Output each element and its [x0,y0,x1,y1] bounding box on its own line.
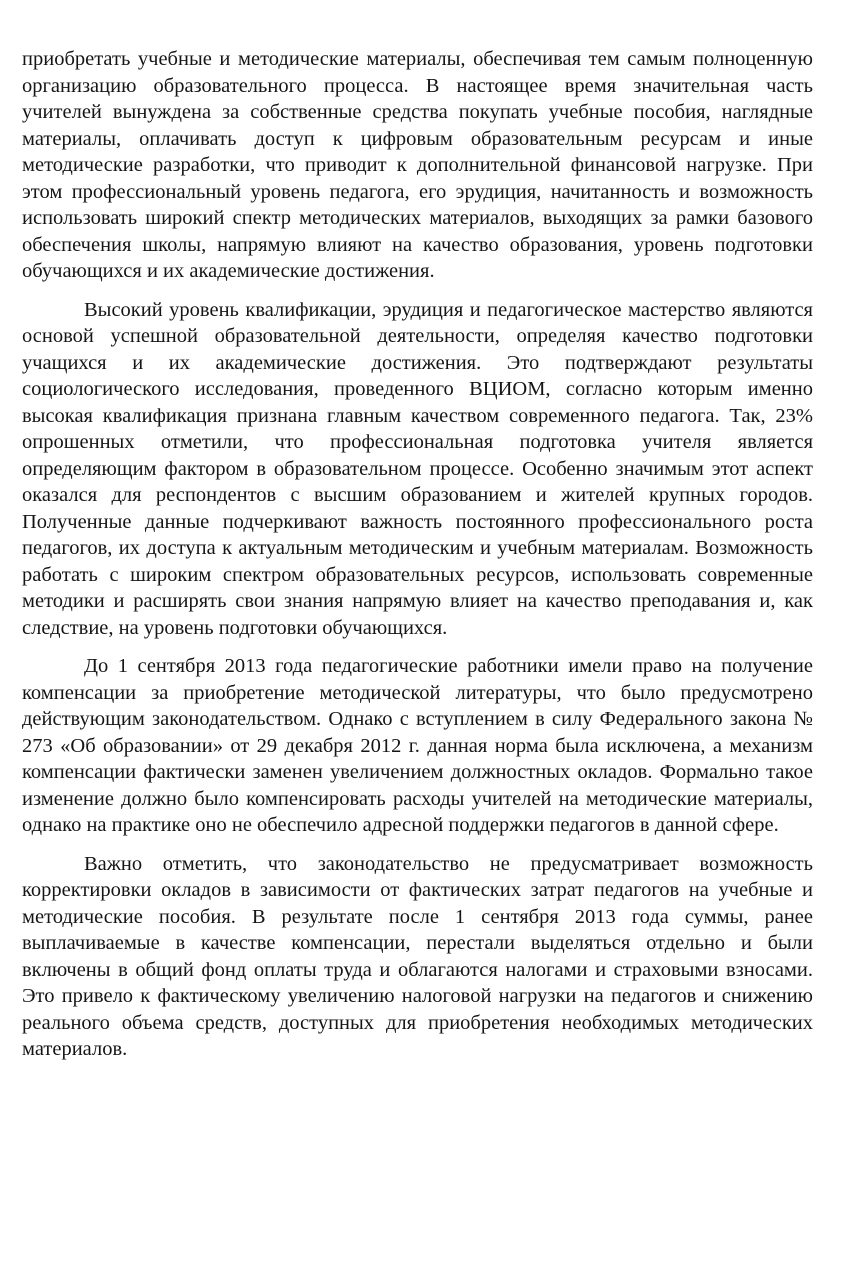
paragraph-continuation: приобретать учебные и методические материалы, обеспечивая тем самым полноценную организацию образовательного процесса. В настоящее время значительная часть учителей вынуждена за собственные средства покупать учебные пособия, наглядные материалы, оплачивать доступ к цифровым образовательным ресурсам и иные методические разработки, что приводит к дополнительной финансовой нагрузке. При этом профессиональный уровень педагога, его эрудиция, начитанность и возможность использовать широкий спектр методических материалов, выходящих за рамки базового обеспечения школы, напрямую влияют на качество образования, уровень подготовки обучающихся и их академические достижения. [22,48,813,282]
paragraph-qualification: Высокий уровень квалификации, эрудиция и педагогическое мастерство являются основой успешной образовательной деятельности, определяя качество подготовки учащихся и их академические достижения. Это подтверждают результаты социологического исследования, проведенного ВЦИОМ, согласно которым именно высокая квалификация признана главным качеством современного педагога. Так, 23% опрошенных отметили, что профессиональная подготовка учителя является определяющим фактором в образовательном процессе. Особенно значимым этот аспект оказался для респондентов с высшим образованием и жителей крупных городов. Полученные данные подчеркивают важность постоянного профессионального роста педагогов, их доступа к актуальным методическим и учебным материалам. Возможность работать с широким спектром образовательных ресурсов, использовать современные методики и расширять свои знания напрямую влияет на качество преподавания и, как следствие, на уровень подготовки обучающихся. [22,298,813,639]
document-page [22,46,813,1063]
paragraph-tax-burden: Важно отметить, что законодательство не предусматривает возможность корректировки окладов в зависимости от фактических затрат педагогов на учебные и методические пособия. В результате после 1 сентября 2013 года суммы, ранее выплачиваемые в качестве компенсации, перестали выделяться отдельно и были включены в общий фонд оплаты труда и облагаются налогами и страховыми взносами. Это привело к фактическому увеличению налоговой нагрузки на педагогов и снижению реального объема средств, доступных для приобретения необходимых методических материалов. [22,852,813,1060]
paragraph-compensation-history: До 1 сентября 2013 года педагогические работники имели право на получение компенсации за приобретение методической литературы, что было предусмотрено действующим законодательством. Однако с вступлением в силу Федерального закона № 273 «Об образовании» от 29 декабря 2012 г. данная норма была исключена, а механизм компенсации фактически заменен увеличением должностных окладов. Формально такое изменение должно было компенсировать расходы учителей на методические материалы, однако на практике оно не обеспечило адресной поддержки педагогов в данной сфере. [22,655,813,836]
